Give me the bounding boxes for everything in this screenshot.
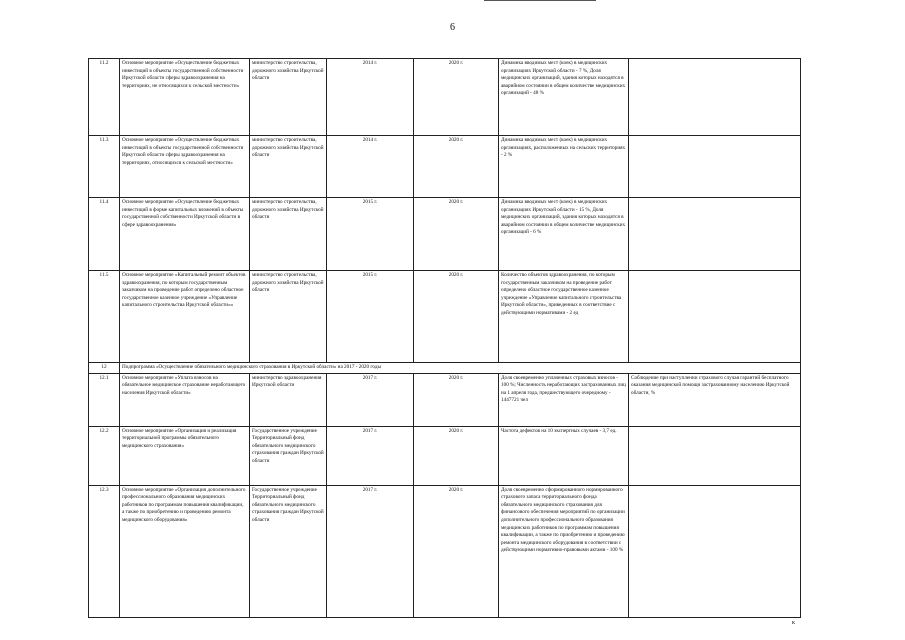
note-cell: Соблюдение при наступлении страхового случая гарантий бесплатного оказания медицинской помощи застрахованному населению Иркутской области, % — [629, 373, 801, 426]
indicator-cell: Частота дефектов на 10 экспертных случаев - 3,7 ед. — [499, 426, 629, 485]
table-row — [89, 198, 801, 271]
table-row — [89, 485, 801, 617]
start-year-cell: 2014 г. — [327, 59, 414, 136]
indicator-cell: Количество объектов здравоохранения, по которым государственным заказчиком на проведение работ определено областное государственное казенное учреждение «Управление капитального строительства Иркутской области», приведенных в соответствие с действующими нормативами - 2 ед — [499, 271, 629, 363]
subprogram-row — [89, 363, 801, 374]
event-cell: Основное мероприятие «Осуществление бюджетных инвестиций в объекты государственной собственности Иркутской области сферы здравоохранения на территориях, относящихся к сельской местности» — [120, 136, 250, 198]
end-year-cell: 2020 г. — [414, 271, 499, 363]
event-cell: Основное мероприятие «Осуществление бюджетных инвестиций в объекты государственной собственности Иркутской области сферы здравоохранения на территориях, не относящихся к сельской местности» — [120, 59, 250, 136]
executor-cell: министерство здравоохранения Иркутской области — [250, 373, 327, 426]
start-year-cell: 2015 г. — [327, 198, 414, 271]
table-row — [89, 271, 801, 363]
end-year-cell: 2020 г. — [414, 198, 499, 271]
executor-cell: министерство строительства, дорожного хозяйства Иркутской области — [250, 198, 327, 271]
indicator-cell: Доля своевременно уплаченных страховых взносов - 100 %; Численность неработающих застрахованных лиц на 1 апреля года, предшествующего очередному - 1447721 чел — [499, 373, 629, 426]
event-cell: Основное мероприятие «Организация и реализация территориальной программы обязательного медицинского страхования» — [120, 426, 250, 485]
start-year-cell: 2014 г. — [327, 136, 414, 198]
event-cell: Основное мероприятие «Организация дополнительного профессионального образования медицинских работников по программам повышения квалификации, а также по приобретению и проведению ремонта медицинского оборудования» — [120, 485, 250, 617]
note-cell — [629, 485, 801, 617]
row-number: 11.4 — [89, 198, 120, 271]
table-row — [89, 59, 801, 136]
event-cell: Основное мероприятие «Уплата взносов на обязательное медицинское страхование неработающего населения Иркутской области» — [120, 373, 250, 426]
row-number: 12.2 — [89, 426, 120, 485]
scan-edge-mark — [484, 0, 596, 1]
note-cell — [629, 271, 801, 363]
note-cell — [629, 426, 801, 485]
indicator-cell: Динамика вводимых мест (коек) в медицинских организациях, расположенных на сельских территориях - 2 % — [499, 136, 629, 198]
table-row — [89, 136, 801, 198]
note-cell — [629, 59, 801, 136]
end-year-cell: 2020 г. — [414, 136, 499, 198]
executor-cell: Государственное учреждение Территориальный фонд обязательного медицинского страхования граждан Иркутской области — [250, 426, 327, 485]
indicator-cell: Динамика вводимых мест (коек) в медицинских организациях Иркутской области - 7 %, Доля медицинских организаций, здания которых находятся в аварийном состоянии в общем количестве медицинских организаций - 48 % — [499, 59, 629, 136]
row-number: 11.2 — [89, 59, 120, 136]
row-number: 12.3 — [89, 485, 120, 617]
table-row — [89, 426, 801, 485]
end-year-cell: 2020 г. — [414, 373, 499, 426]
executor-cell: министерство строительства, дорожного хозяйства Иркутской области — [250, 136, 327, 198]
indicator-cell: Динамика вводимых мест (коек) в медицинских организациях Иркутской области - 15 %, Доля медицинских организаций, здания которых находятся в аварийном состоянии в общем количестве медицинских организаций - 6 % — [499, 198, 629, 271]
start-year-cell: 2017 г. — [327, 373, 414, 426]
row-number: 12 — [89, 363, 120, 374]
start-year-cell: 2015 г. — [327, 271, 414, 363]
executor-cell: министерство строительства, дорожного хозяйства Иркутской области — [250, 271, 327, 363]
table-row — [89, 373, 801, 426]
end-year-cell: 2020 г. — [414, 59, 499, 136]
end-year-cell: 2020 г. — [414, 485, 499, 617]
row-number: 11.5 — [89, 271, 120, 363]
executor-cell: Государственное учреждение Территориальный фонд обязательного медицинского страхования граждан Иркутской области — [250, 485, 327, 617]
start-year-cell: 2017 г. — [327, 426, 414, 485]
row-number: 11.3 — [89, 136, 120, 198]
subprogram-title: Подпрограмма «Осуществление обязательного медицинского страхования в Иркутской области» на 2017 - 2020 годы — [120, 363, 801, 374]
start-year-cell: 2017 г. — [327, 485, 414, 617]
executor-cell: министерство строительства, дорожного хозяйства Иркутской области — [250, 59, 327, 136]
row-number: 12.1 — [89, 373, 120, 426]
note-cell — [629, 136, 801, 198]
page-number: 6 — [450, 22, 455, 33]
indicator-cell: Доля своевременно сформированного нормированного страхового запаса территориального фонда обязательного медицинского страхования для финансового обеспечения мероприятий по организации дополнительного профессионального образования медицинских работников по программам повышения квалификации, а также по приобретению и проведению ремонта медицинского оборудования в соответствии с действующими нормативно-правовыми актами - 100 % — [499, 485, 629, 617]
note-cell — [629, 198, 801, 271]
event-cell: Основное мероприятие «Капитальный ремонт объектов здравоохранения, по которым государственным заказчиком на проведение работ определено областное государственное казенное учреждение «Управление капитального строительства Иркутской области»» — [120, 271, 250, 363]
program-table — [88, 58, 801, 618]
corner-mark: к — [792, 620, 795, 626]
end-year-cell: 2020 г. — [414, 426, 499, 485]
event-cell: Основное мероприятие «Осуществление бюджетных инвестиций в форме капитальных вложений в объекты государственной собственности Иркутской области в сфере здравоохранения» — [120, 198, 250, 271]
